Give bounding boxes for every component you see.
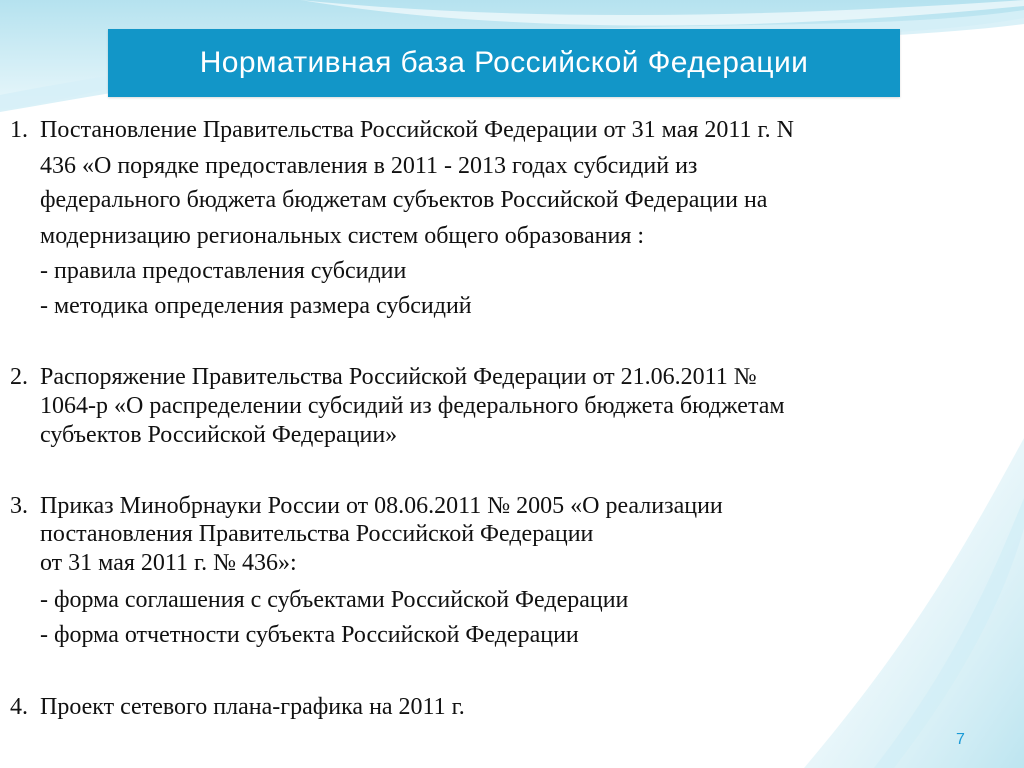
item-3-subitem-2: - форма отчетности субъекта Российской Федерации <box>40 622 579 648</box>
item-1-line-4: модернизацию региональных систем общего образования : <box>40 223 645 249</box>
slide-title: Нормативная база Российской Федерации <box>199 46 809 79</box>
item-2-line-2: 1064-р «О распределении субсидий из федерального бюджета бюджетам <box>40 393 785 419</box>
item-3-number: 3. <box>10 493 28 519</box>
item-1-line-1 <box>10 117 794 144</box>
item-1-text-1: Постановление Правительства Российской Федерации от 31 мая 2011 г. N <box>40 117 794 143</box>
title-bar <box>108 29 900 97</box>
item-3-line-1 <box>10 493 723 520</box>
item-3-line-3: от 31 мая 2011 г. № 436»: <box>40 550 297 576</box>
item-2-line-3: субъектов Российской Федерации» <box>40 422 398 448</box>
page-number: 7 <box>956 731 965 748</box>
item-2-line-1 <box>10 364 757 391</box>
item-1-subitem-2: - методика определения размера субсидий <box>40 293 472 319</box>
item-1-line-2: 436 «О порядке предоставления в 2011 - 2013 годах субсидий из <box>40 153 698 179</box>
item-1-line-3: федерального бюджета бюджетам субъектов Российской Федерации на <box>40 187 768 213</box>
item-3-subitem-1: - форма соглашения с субъектами Российской Федерации <box>40 587 629 613</box>
item-1-subitem-1: - правила предоставления субсидии <box>40 258 407 284</box>
item-3-text-1: Приказ Минобрнауки России от 08.06.2011 № 2005 «О реализации <box>40 493 723 519</box>
item-2-number: 2. <box>10 364 28 390</box>
item-4-number: 4. <box>10 694 28 720</box>
item-2-text-1: Распоряжение Правительства Российской Федерации от 21.06.2011 № <box>40 364 757 390</box>
item-4-line-1 <box>10 694 465 721</box>
item-3-line-2: постановления Правительства Российской Федерации <box>40 521 594 547</box>
item-4-text-1: Проект сетевого плана-графика на 2011 г. <box>40 694 465 720</box>
item-1-number: 1. <box>10 117 28 143</box>
